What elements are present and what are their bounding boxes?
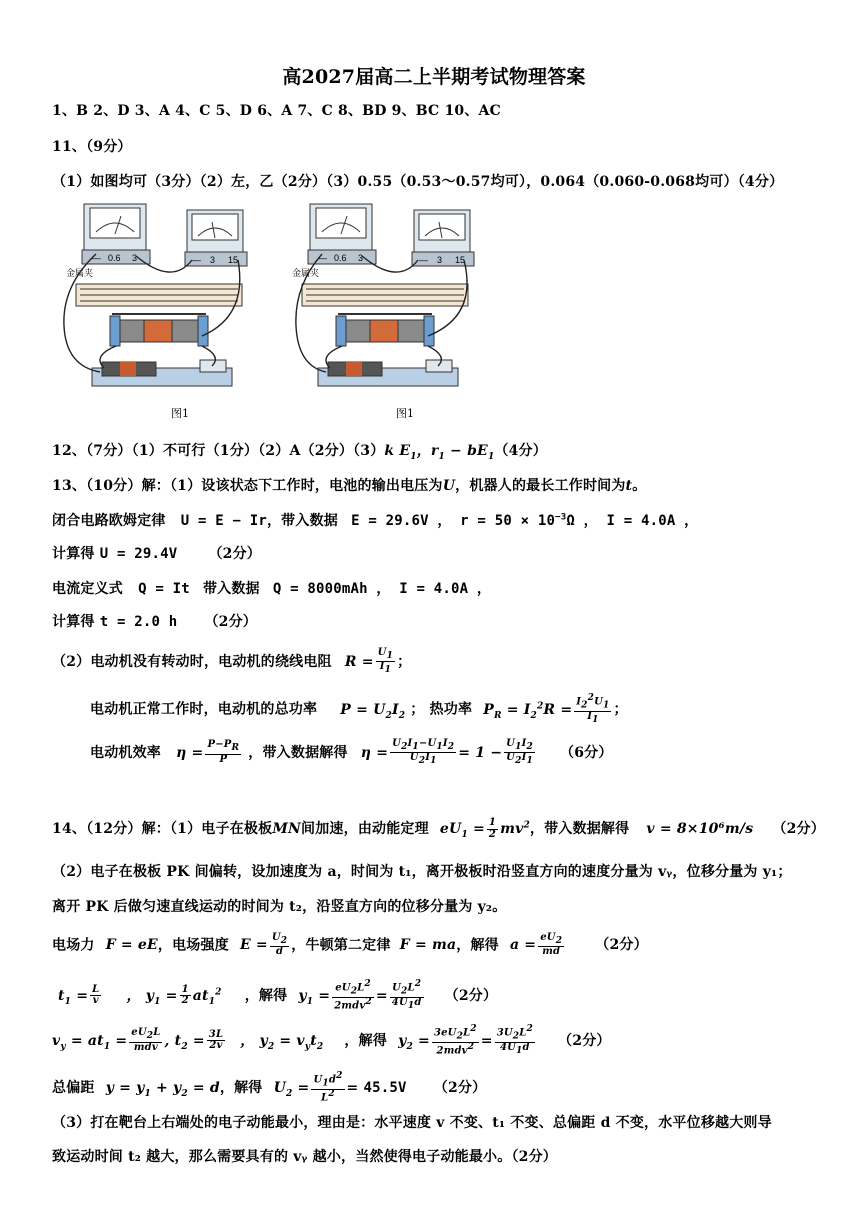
- resistance-label: （2）电动机没有转动时，电动机的绕线电阻: [52, 653, 332, 670]
- current-def-mid: 带入数据: [202, 581, 260, 597]
- score: （2分）: [558, 1032, 611, 1049]
- q13-current-def: 电流定义式 Q = It 带入数据 Q = 8000mAh ， I = 4.0A ，: [52, 581, 492, 597]
- q13-calc1: [52, 543, 261, 563]
- current-def-label: 电流定义式: [52, 581, 123, 597]
- q13-calc2: [52, 611, 257, 631]
- q14-mid: 间加速，由动能定理: [301, 821, 429, 837]
- q12-formula: k E: [384, 443, 411, 459]
- plate-mn: MN: [272, 821, 302, 837]
- figure-caption-left: 图1: [171, 407, 189, 420]
- q13-head-text: 13、（10分）解：（1）设该状态下工作时，电池的输出电压为: [52, 478, 443, 494]
- page-title: 高2027届高二上半期考试物理答案: [282, 66, 586, 88]
- q14-part2-line1: （2）电子在极板 PK 间偏转，设加速度为 a，时间为 t₁，离开极板时沿竖直方向的速度分量为 vᵧ，位移分量为 y₁；: [52, 864, 792, 880]
- solve-label: ，解得: [456, 937, 499, 954]
- q14-total-line: 总偏距 $y = y_1 + y_2 = d$，解得 $U_2$ = $\frac{U_1d^2}{L^2}$ = 45.5V （2分）: [52, 1071, 487, 1104]
- q14-head: 14、（12分）解：（1）电子在极板: [52, 821, 273, 837]
- calc1-value: U = 29.4V: [99, 546, 178, 562]
- score: （2分）: [433, 1079, 487, 1096]
- score: （2分）: [595, 937, 648, 954]
- q11-heading: 11、（9分）: [52, 139, 132, 155]
- voltmeter-minus: —: [419, 255, 428, 265]
- q13-part2-resistance: （2）电动机没有转动时，电动机的绕线电阻 R = $\frac{U_1}{I_1}$ ；: [52, 647, 412, 676]
- clip-label: 金属夹: [292, 268, 320, 278]
- ammeter-3: 3: [132, 253, 138, 263]
- q13-t-symbol: t: [625, 478, 633, 494]
- figure-caption-right: 图1: [396, 407, 414, 420]
- voltmeter-3: 3: [210, 255, 216, 265]
- u2-result: 45.5V: [363, 1079, 407, 1096]
- q13-head-end: 。: [632, 478, 647, 494]
- solve-label: ，解得: [219, 1079, 263, 1096]
- score: （2分）: [772, 821, 825, 837]
- field-mid: ，电场强度: [157, 937, 229, 954]
- q13-head-mid: ，机器人的最长工作时间为: [455, 478, 626, 494]
- q11-answer-line: （1）如图均可（3分）（2）左，乙（2分）（3）0.55（0.53～0.57均可），0.064（0.060-0.068均可）（4分）: [52, 174, 784, 190]
- velocity-result: v = 8×10⁶m/s: [646, 821, 754, 837]
- circuit-figure-right: [292, 196, 498, 405]
- voltmeter-15: 15: [228, 255, 239, 265]
- heat-power-label: 热功率: [429, 701, 473, 718]
- circuit-diagram: [52, 196, 252, 401]
- circuit-diagram: [292, 196, 498, 401]
- ohm-law-label: 闭合电路欧姆定律: [52, 513, 166, 529]
- ammeter-06: 0.6: [108, 253, 121, 263]
- q14-part3-line2: 致运动时间 t₂ 越大，那么需要具有的 vᵧ 越小，当然使得电子动能最小。（2分）: [52, 1149, 557, 1165]
- score: （6分）: [560, 744, 613, 761]
- calc2-value: t = 2.0 h: [99, 614, 178, 630]
- score: （2分）: [204, 614, 257, 630]
- score: （2分）: [208, 546, 261, 562]
- total-power-label: 电动机正常工作时，电动机的总功率: [90, 701, 318, 718]
- field-force-label: 电场力: [52, 937, 95, 954]
- total-deflection-label: 总偏距: [52, 1079, 95, 1096]
- q13-ohm-line: 闭合电路欧姆定律 U = E − Ir，带入数据 E = 29.6V ， $r = 50 \times 10^{-3}\Omega$ ， I = 4.0A ，: [52, 512, 699, 529]
- voltmeter-3: 3: [437, 255, 443, 265]
- score: （2分）: [444, 987, 498, 1004]
- q14-after: ，带入数据解得: [529, 821, 630, 837]
- circuit-figure-left: [52, 196, 252, 405]
- q12-text-b: （4分）: [494, 443, 547, 459]
- ohm-substitute-label: ，带入数据: [266, 513, 338, 529]
- q14-part1: 14、（12分）解：（1）电子在极板MN间加速，由动能定理 $eU_1$ = $\frac{1}{2}$ $mv^2$，带入数据解得 v = 8×10⁶m/s （2分）: [52, 817, 825, 840]
- ammeter-06: 0.6: [334, 253, 347, 263]
- efficiency-label: 电动机效率: [90, 744, 161, 761]
- q14-field-line: 电场力 F = eE，电场强度 E = $\frac{U_2}{d}$ ，牛顿第二定律 F = ma，解得 a = $\frac{eU_2}{md}$ （2分）: [52, 932, 648, 958]
- ammeter-3: 3: [358, 253, 364, 263]
- choice-answers: 1、B 2、D 3、A 4、C 5、D 6、A 7、C 8、BD 9、BC 10、AC: [52, 103, 501, 119]
- voltmeter-minus: —: [192, 255, 201, 265]
- solve-label: ，解得: [344, 1032, 388, 1049]
- voltmeter-15: 15: [455, 255, 466, 265]
- q14-part3-line1: （3）打在靶台上右端处的电子动能最小，理由是：水平速度 v 不变、t₁ 不变、总偏距 d 不变，水平位移越大则导: [52, 1115, 772, 1131]
- calc1-label: 计算得: [52, 546, 95, 562]
- q13-part2-efficiency: 电动机效率 η = $\frac{P-P_R}{P}$ ，带入数据解得 η = $\frac{U_2I_1-U_1I_2}{U_2I_1}$ = 1 − $\frac{U_1I_2}{U_2I_1}$ （6分）: [90, 738, 613, 767]
- q14-part2-line2: 离开 PK 后做匀速直线运动的时间为 t₂，沿竖直方向的位移分量为 y₂。: [52, 899, 507, 915]
- calc2-label: 计算得: [52, 614, 95, 630]
- q12-text-a: 12、（7分）（1）不可行（1分）（2）A（2分）（3）: [52, 443, 385, 459]
- ammeter-minus: —: [92, 253, 101, 263]
- q14-vy-line: $v_y = at_1$ = $\frac{eU_2L}{\text{mdv}}$ , $t_2$ = $\frac{3L}{2v}$ ， $y_2 = v_yt_2$ ，解得 $y_2$ = $\frac{3eU_2L^2}{2mdv^2}$ = $\frac{3U_2L^2}{4U_1d}$ （2分）: [52, 1024, 611, 1057]
- q14-t1-line: $t_1$ = $\frac{L}{v}$ ， $y_1$ = $\frac{1}{2}$ $at_1^2$ ，解得 $y_1$ = $\frac{eU_2L^2}{2mdv^2}$ = $\frac{U_2L^2}{4U_1d}$ （2分）: [58, 979, 498, 1012]
- clip-label: 金属夹: [66, 268, 94, 278]
- solve-label: ，解得: [244, 987, 288, 1004]
- q12-answer: 12、（7分）（1）不可行（1分）（2）A（2分）（3）k $E_1$，$r_1 - bE_1(4$分）: [52, 443, 547, 462]
- q13-part2-power: 电动机正常工作时，电动机的总功率 $P = U_2I_2$ ； 热功率 $P_R = I_2^2R$ = $\frac{I_2^2U_1}{I_1}$ ；: [90, 693, 628, 725]
- newton-label: ，牛顿第二定律: [291, 937, 391, 954]
- q13-heading: [52, 475, 646, 495]
- q13-u-symbol: U: [442, 478, 456, 494]
- efficiency-mid: ，带入数据解得: [248, 744, 348, 761]
- ammeter-minus: —: [318, 253, 327, 263]
